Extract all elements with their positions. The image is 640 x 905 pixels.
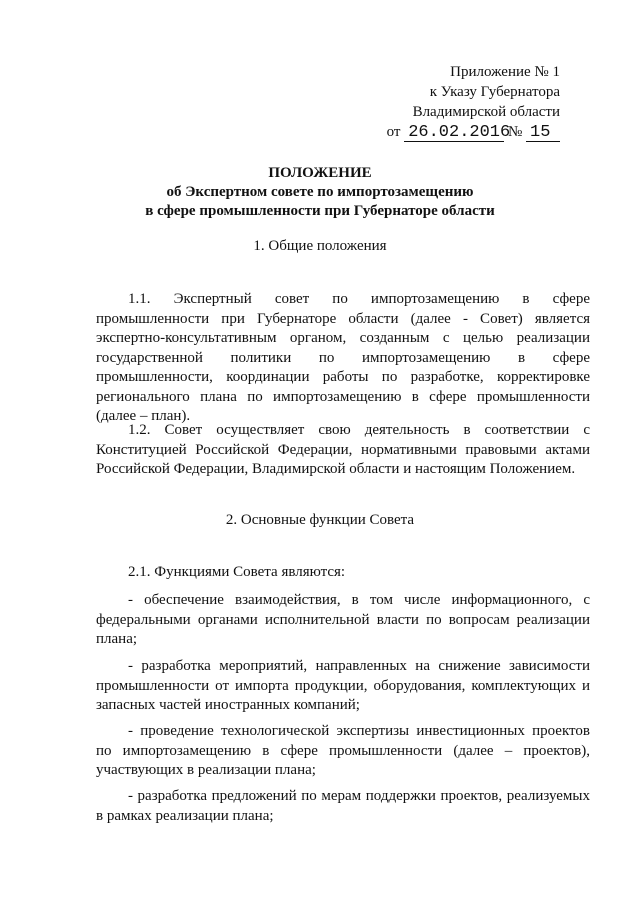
paragraph-1-1: 1.1. Экспертный совет по импортозамещению в сфере промышленности при Губернаторе области (далее - Совет) является экспертно-консультативным органом, созданным с целью реализации государственной политики по импортозамещению в сфере промышленности, координации работы по разработке, корректировке регионального плана по импортозамещению в сфере промышленности (далее – план). [96,291,590,424]
section-2-heading: 2. Основные функции Совета [225,512,415,528]
appendix-line-2: к Указу Губернатора [429,84,560,100]
document-subtitle-line-1: об Экспертном совете по импортозамещению [166,184,474,200]
section-1-heading: 1. Общие положения [253,238,387,254]
handwritten-number: 15 [526,125,560,142]
list-item-measures: - разработка мероприятий, направленных на снижение зависимости промышленности от импорта продукции, оборудования, комплектующих и запасных частей иностранных компаний; [96,658,590,713]
list-item-expertise: - проведение технологической экспертизы инвестиционных проектов по импортозамещению в сфере промышленности (далее – проектов), участвующих в реализации плана; [96,723,590,778]
appendix-date-line [387,122,560,142]
appendix-line-1: Приложение № 1 [450,64,560,80]
paragraph-1-2: 1.2. Совет осуществляет свою деятельность в соответствии с Конституцией Российской Федерации, нормативными правовыми актами Российской Федерации, Владимирской области и настоящим Положением. [96,422,590,477]
paragraph-2-1: 2.1. Функциями Совета являются: [128,564,346,580]
appendix-block [387,62,560,142]
date-prefix: от [386,124,401,140]
document-subtitle-line-2: в сфере промышленности при Губернаторе области [145,203,495,219]
appendix-line-3: Владимирской области [412,104,560,120]
number-prefix: № [507,124,523,140]
document-title: ПОЛОЖЕНИЕ [268,165,372,181]
handwritten-date: 26.02.2016 [404,125,504,142]
list-item-interaction: - обеспечение взаимодействия, в том числе информационного, с федеральными органами исполнительной власти по вопросам реализации плана; [96,592,590,647]
list-item-support: - разработка предложений по мерам поддержки проектов, реализуемых в рамках реализации плана; [96,788,590,824]
